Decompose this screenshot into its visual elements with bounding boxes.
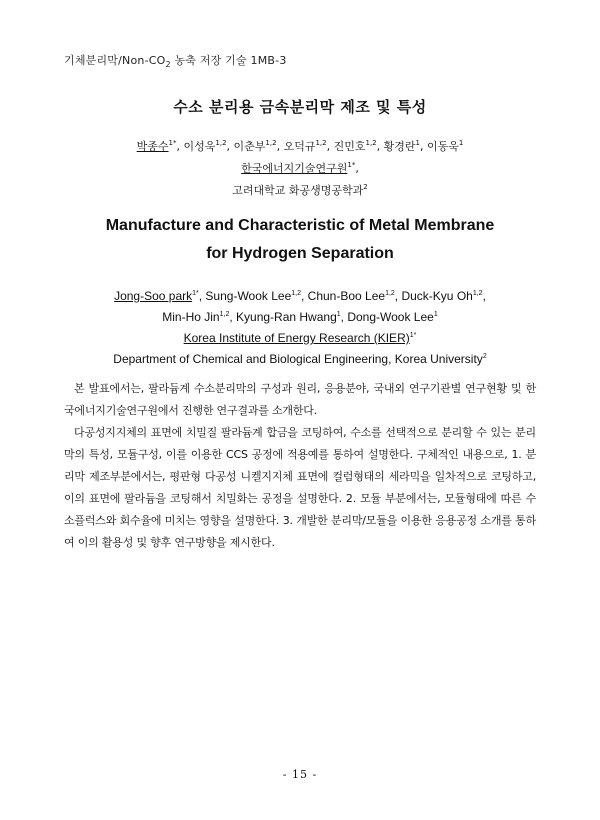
abstract-paragraph-1: 본 발표에서는, 팔라듐계 수소분리막의 구성과 원리, 응용분야, 국내외 연구기관별 연구현황 및 한국에너지기술연구원에서 진행한 연구결과를 소개한다. [64, 382, 536, 417]
author-ko-3-sup: 1,2 [315, 139, 327, 147]
author-ko-3: 오덕규 [283, 140, 316, 153]
affil-ko-1-text: 한국에너지기술연구원 [241, 162, 348, 175]
author-en-4: Min-Ho Jin [162, 310, 220, 324]
author-ko-5-sup: 1 [415, 139, 420, 147]
abstract-paragraph-2: 다공성지지체의 표면에 치밀질 팔라듐계 합금을 코팅하여, 수소를 선택적으로 분리할 수 있는 분리막의 특성, 모듈구성, 이를 이용한 CCS 공정에 적용예를 통하여 설명한다. 구체적인 내용으로, 1. 분리막 제조부분에서는, 평판형 다공성 니켈지지체 표면에 컬럼형태의 세라믹을 일차적으로 코팅하고, 이의 표면에 팔라듐을 코팅해서 치밀화는 공정을 설명한다. 2. 모듈 부분에서는, 모듈형태에 따른 수소플럭스와 회수율에 미치는 영향을 설명한다. 3. 개발한 분리막/모듈을 이용한 응용공정 소개를 통하여 이의 활용성 및 향후 연구방향을 제시한다. [64, 426, 536, 549]
english-authors-block [0, 286, 600, 370]
affil-en-1-text: Korea Institute of Energy Research (KIER) [183, 331, 410, 345]
header-suffix: 농축 저장 기술 1MB-3 [170, 54, 287, 67]
author-ko-2-sup: 1,2 [265, 139, 277, 147]
author-ko-6: 이동욱 [426, 140, 459, 153]
korean-affiliation-1 [0, 158, 600, 180]
author-ko-6-sup: 1 [458, 139, 464, 147]
english-affiliation-2 [0, 349, 600, 370]
author-en-5: Kyung-Ran Hwang [236, 310, 337, 324]
author-en-0-sup: 1* [192, 290, 199, 297]
author-sep: , [326, 140, 334, 153]
author-en-3: Duck-Kyu Oh [401, 289, 473, 303]
author-en-6: Dong-Wook Lee [347, 310, 434, 324]
english-title-line-1: Manufacture and Characteristic of Metal Membrane [105, 217, 495, 234]
abstract-body [64, 378, 536, 554]
author-sep: , [482, 289, 486, 303]
author-sep: , [419, 140, 427, 153]
affil-ko-1-tail: , [355, 162, 359, 175]
author-sep: , [376, 140, 384, 153]
header-subscript: 2 [165, 60, 171, 70]
english-title [0, 212, 600, 268]
author-en-5-sup: 1 [336, 311, 341, 318]
affil-ko-2-text: 고려대학교 화공생명공학과 [232, 184, 364, 197]
affil-ko-2-sup: 2 [363, 183, 368, 191]
author-sep: , [340, 310, 348, 324]
author-en-2: Chun-Boo Lee [307, 289, 386, 303]
header-prefix: 기체분리막/Non-CO [64, 54, 166, 67]
author-en-2-sup: 1,2 [385, 290, 395, 297]
author-ko-5: 황경란 [383, 140, 416, 153]
author-ko-4: 진민호 [333, 140, 366, 153]
korean-authors-block [0, 136, 600, 202]
author-ko-4-sup: 1,2 [365, 139, 377, 147]
author-ko-1-sup: 1,2 [215, 139, 227, 147]
author-sep: , [226, 140, 234, 153]
running-header [64, 52, 287, 69]
author-en-1-sup: 1,2 [291, 290, 301, 297]
author-en-0: Jong-Soo park [114, 289, 193, 303]
korean-author-list [0, 136, 600, 158]
author-ko-2: 이춘부 [233, 140, 266, 153]
english-title-line-2: for Hydrogen Separation [206, 245, 394, 262]
korean-title: 수소 분리용 금속분리막 제조 및 특성 [173, 98, 427, 116]
english-author-list-1 [0, 286, 600, 307]
author-ko-1: 이성욱 [183, 140, 216, 153]
english-author-list-2 [0, 307, 600, 328]
author-en-4-sup: 1,2 [219, 311, 230, 318]
author-en-1: Sung-Wook Lee [205, 289, 292, 303]
author-sep: , [301, 289, 308, 303]
author-ko-0-sup: 1* [168, 139, 177, 147]
korean-affiliation-2 [0, 180, 600, 202]
english-affiliation-1 [0, 328, 600, 349]
author-sep: , [176, 140, 184, 153]
page-number: - 15 - [282, 768, 318, 781]
author-en-3-sup: 1,2 [472, 290, 483, 297]
affil-en-1-sup: 1* [409, 332, 417, 339]
author-ko-0: 박종수 [136, 140, 169, 153]
author-sep: , [276, 140, 284, 153]
affil-ko-1-sup: 1* [347, 161, 356, 169]
author-en-6-sup: 1 [433, 311, 438, 318]
author-sep: , [198, 289, 206, 303]
affil-en-2-text: Department of Chemical and Biological Engineering, Korea University [113, 352, 483, 366]
author-sep: , [394, 289, 402, 303]
author-sep: , [229, 310, 237, 324]
affil-en-2-sup: 2 [482, 353, 487, 360]
